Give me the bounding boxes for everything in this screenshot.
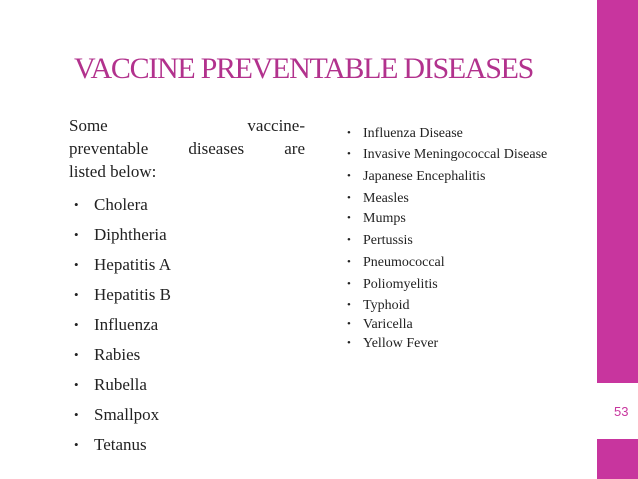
slide-title: VACCINE PREVENTABLE DISEASES bbox=[74, 52, 534, 85]
list-item bbox=[347, 145, 563, 164]
page-number: 53 bbox=[614, 404, 629, 419]
list-item-label: Hepatitis A bbox=[94, 255, 171, 274]
bullet-icon: • bbox=[347, 127, 351, 139]
intro-text bbox=[69, 114, 305, 183]
list-item bbox=[74, 250, 171, 280]
list-item bbox=[74, 280, 171, 310]
list-item bbox=[74, 220, 171, 250]
list-item bbox=[347, 189, 563, 208]
bullet-icon: • bbox=[347, 299, 351, 311]
list-item bbox=[74, 370, 171, 400]
list-item bbox=[74, 400, 171, 430]
list-item bbox=[347, 315, 563, 334]
bullet-icon: • bbox=[74, 197, 79, 212]
bullet-icon: • bbox=[74, 377, 79, 392]
list-item-label: Hepatitis B bbox=[94, 285, 171, 304]
list-item bbox=[347, 167, 563, 186]
bullet-icon: • bbox=[347, 256, 351, 268]
bullet-icon: • bbox=[74, 437, 79, 452]
list-item bbox=[347, 334, 563, 353]
bullet-icon: • bbox=[347, 212, 351, 224]
list-item-label: Tetanus bbox=[94, 435, 147, 454]
list-item bbox=[74, 190, 171, 220]
bullet-icon: • bbox=[74, 407, 79, 422]
list-item bbox=[347, 231, 563, 250]
list-item-label: Influenza Disease bbox=[363, 126, 463, 141]
list-item-label: Pertussis bbox=[363, 233, 413, 248]
list-item-label: Rabies bbox=[94, 345, 141, 364]
intro-line: listed below: bbox=[69, 162, 157, 181]
list-item-label: Smallpox bbox=[94, 405, 160, 424]
bullet-icon: • bbox=[74, 287, 79, 302]
list-item-label: Mumps bbox=[363, 211, 406, 226]
bullet-icon: • bbox=[347, 318, 351, 330]
list-item-label: Yellow Fever bbox=[363, 336, 439, 351]
disease-list-right bbox=[347, 124, 563, 353]
list-item-label: Japanese Encephalitis bbox=[363, 169, 486, 184]
list-item bbox=[347, 124, 563, 143]
list-item-label: Cholera bbox=[94, 195, 148, 214]
list-item-label: Influenza bbox=[94, 315, 159, 334]
list-item-label: Varicella bbox=[363, 317, 413, 332]
bullet-icon: • bbox=[347, 170, 351, 182]
intro-line: preventable diseases are bbox=[69, 139, 305, 158]
intro-line: Some vaccine- bbox=[69, 116, 305, 135]
list-item-label: Typhoid bbox=[363, 298, 410, 313]
list-item bbox=[74, 430, 171, 460]
bullet-icon: • bbox=[74, 227, 79, 242]
list-item-label: Measles bbox=[363, 191, 409, 206]
list-item bbox=[347, 209, 563, 228]
bullet-icon: • bbox=[74, 347, 79, 362]
bullet-icon: • bbox=[74, 317, 79, 332]
list-item bbox=[347, 296, 563, 315]
list-item-label: Diphtheria bbox=[94, 225, 167, 244]
bullet-icon: • bbox=[74, 257, 79, 272]
bullet-icon: • bbox=[347, 148, 351, 160]
list-item bbox=[74, 310, 171, 340]
list-item bbox=[74, 340, 171, 370]
bullet-icon: • bbox=[347, 278, 351, 290]
list-item bbox=[347, 275, 563, 294]
bullet-icon: • bbox=[347, 234, 351, 246]
list-item-label: Pneumococcal bbox=[363, 255, 445, 270]
list-item-label: Invasive Meningococcal Disease bbox=[363, 147, 548, 162]
list-item-label: Poliomyelitis bbox=[363, 277, 438, 292]
disease-list-left bbox=[74, 190, 171, 460]
bullet-icon: • bbox=[347, 192, 351, 204]
bullet-icon: • bbox=[347, 337, 351, 349]
list-item-label: Rubella bbox=[94, 375, 147, 394]
list-item bbox=[347, 253, 563, 272]
